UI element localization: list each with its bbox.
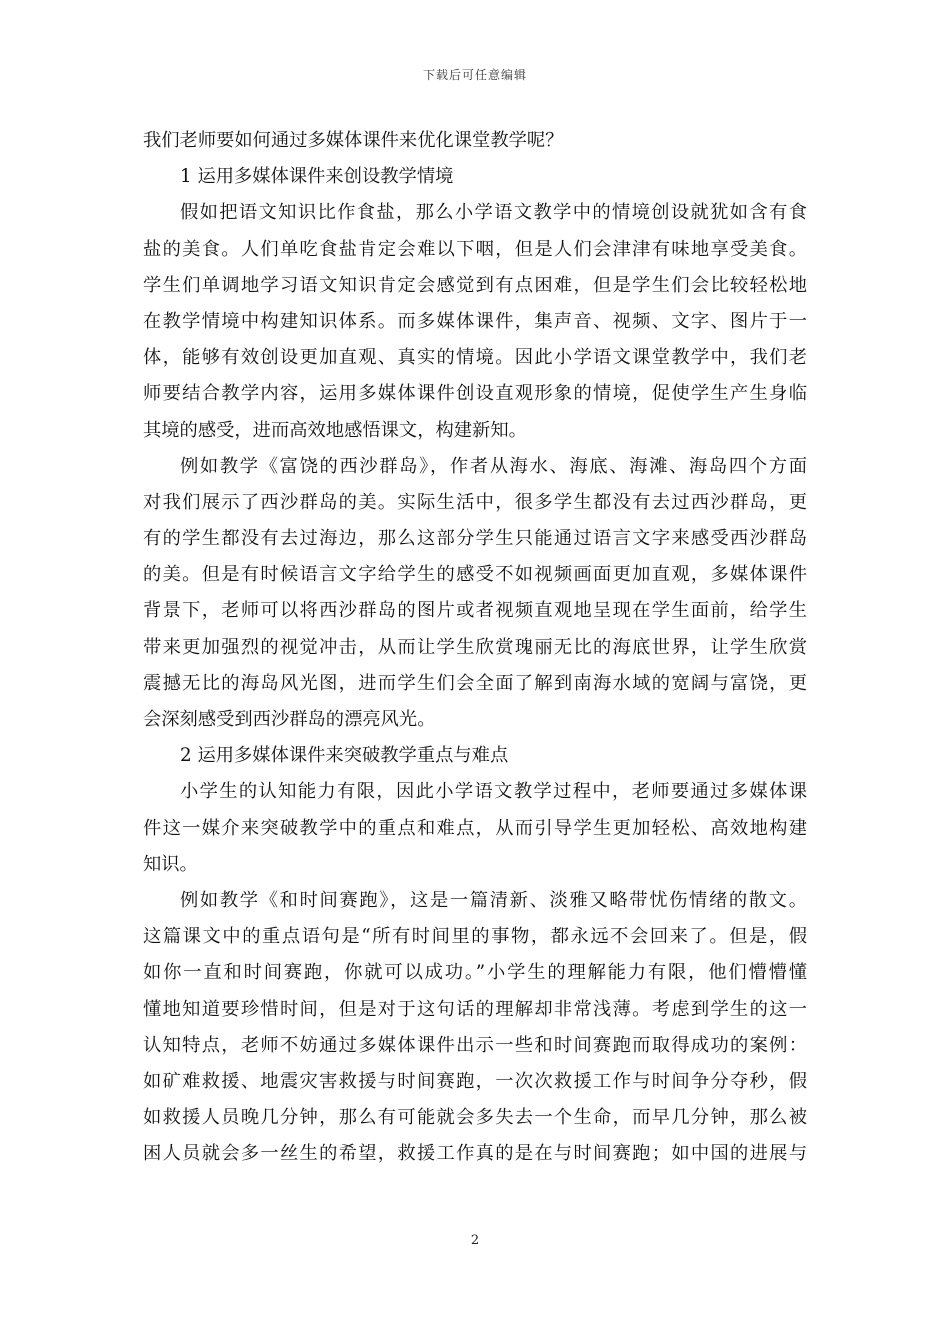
section-heading: 2 运用多媒体课件来突破教学重点与难点 [180, 745, 509, 767]
text-line: 假如把语文知识比作食盐，那么小学语文教学中的情境创设就犹如含有食 [180, 202, 807, 224]
text-line: 盐的美食。人们单吃食盐肯定会难以下咽，但是人们会津津有味地享受美食。 [143, 238, 807, 260]
text-line: 如你一直和时间赛跑，你就可以成功。”小学生的理解能力有限，他们懵懵懂 [143, 962, 807, 984]
body-text [143, 123, 807, 1172]
text-line: 小学生的认知能力有限，因此小学语文教学过程中，老师要通过多媒体课 [180, 781, 807, 803]
section-heading: 1 运用多媒体课件来创设教学情境 [180, 166, 454, 188]
text-line: 带来更加强烈的视觉冲击，从而让学生欣赏瑰丽无比的海底世界，让学生欣赏 [143, 636, 807, 658]
text-line: 会深刻感受到西沙群岛的漂亮风光。 [143, 709, 436, 730]
text-line: 例如教学《富饶的西沙群岛》，作者从海水、海底、海滩、海岛四个方面 [180, 455, 807, 477]
text-line: 困人员就会多一丝生的希望，救援工作真的是在与时间赛跑；如中国的进展与 [143, 1143, 807, 1165]
text-line: 体，能够有效创设更加直观、真实的情境。因此小学语文课堂教学中，我们老 [143, 347, 807, 369]
text-line: 背景下，老师可以将西沙群岛的图片或者视频直观地呈现在学生面前，给学生 [143, 600, 807, 622]
text-line: 在教学情境中构建知识体系。而多媒体课件，集声音、视频、文字、图片于一 [143, 310, 807, 332]
page-number: 2 [470, 1233, 480, 1248]
text-line: 对我们展示了西沙群岛的美。实际生活中，很多学生都没有去过西沙群岛，更 [143, 491, 807, 513]
text-line: 懂地知道要珍惜时间，但是对于这句话的理解却非常浅薄。考虑到学生的这一 [143, 998, 807, 1020]
text-line: 认知特点，老师不妨通过多媒体课件出示一些和时间赛跑而取得成功的案例： [143, 1034, 807, 1056]
page-header: 下载后可任意编辑 [422, 68, 527, 82]
text-line: 这篇课文中的重点语句是“所有时间里的事物，都永远不会回来了。但是，假 [143, 926, 807, 948]
text-line: 有的学生都没有去过海边，那么这部分学生只能通过语言文字来感受西沙群岛 [143, 528, 807, 550]
text-line: 学生们单调地学习语文知识肯定会感觉到有点困难，但是学生们会比较轻松地 [143, 274, 807, 296]
text-line: 如矿难救援、地震灾害救援与时间赛跑，一次次救援工作与时间争分夺秒，假 [143, 1070, 807, 1092]
text-line: 件这一媒介来突破教学中的重点和难点，从而引导学生更加轻松、高效地构建 [143, 817, 807, 839]
text-line: 的美。但是有时候语言文字给学生的感受不如视频画面更加直观，多媒体课件 [143, 564, 807, 586]
text-line: 如救援人员晚几分钟，那么有可能就会多失去一个生命，而早几分钟，那么被 [143, 1107, 807, 1129]
text-line: 我们老师要如何通过多媒体课件来优化课堂教学呢？ [143, 130, 564, 151]
text-line: 其境的感受，进而高效地感悟课文，构建新知。 [143, 419, 527, 441]
text-line: 师要结合教学内容，运用多媒体课件创设直观形象的情境，促使学生产生身临 [143, 383, 807, 405]
text-line: 知识。 [143, 853, 198, 875]
text-line: 震撼无比的海岛风光图，进而学生们会全面了解到南海水域的宽阔与富饶，更 [143, 672, 807, 694]
text-line: 例如教学《和时间赛跑》，这是一篇清新、淡雅又略带忧伤情绪的散文。 [180, 889, 807, 911]
